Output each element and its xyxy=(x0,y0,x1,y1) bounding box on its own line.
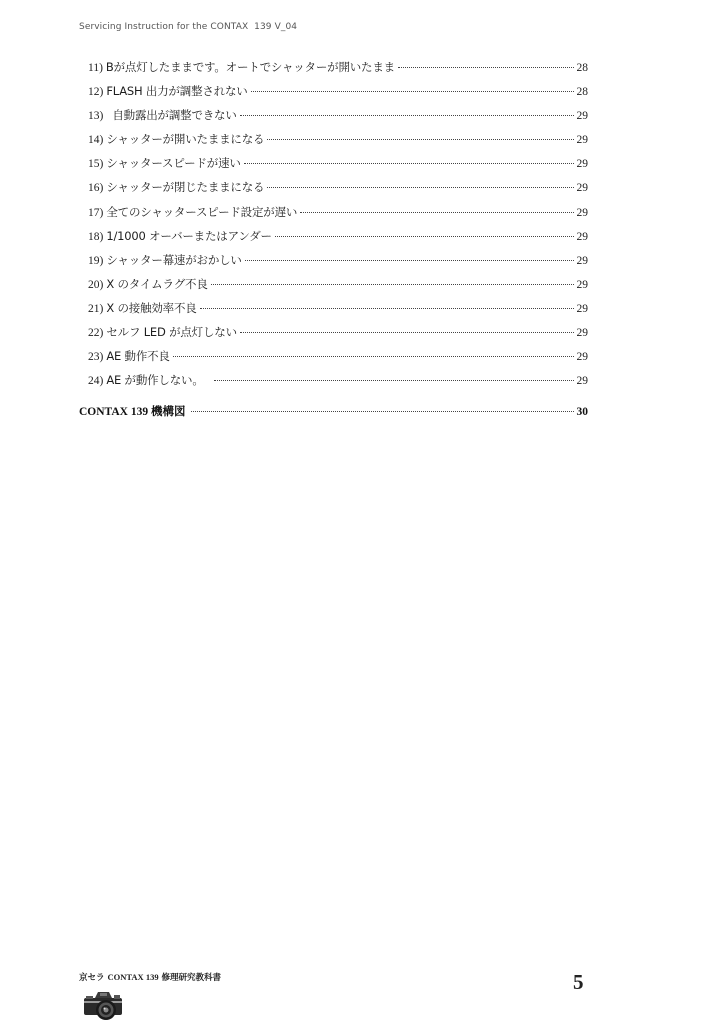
toc-entry-page: 29 xyxy=(576,303,588,315)
toc-entry-number: 24) xyxy=(88,375,104,387)
toc-entry-page: 29 xyxy=(576,110,588,122)
toc-entry-title: シャッター幕速がおかしい xyxy=(106,253,242,267)
dot-leader xyxy=(398,67,574,68)
toc-entry-title: 全てのシャッタースピード設定が遅い xyxy=(106,205,298,219)
toc-entry[interactable] xyxy=(88,83,588,101)
toc-entry-number: 15) xyxy=(88,158,104,170)
toc-entry-number: 17) xyxy=(88,207,104,219)
toc-entry-page: 29 xyxy=(576,351,588,363)
toc-entry-title: CONTAX 139 機構図 xyxy=(79,406,186,418)
footer-book-title xyxy=(79,971,221,983)
toc-entry-number: 21) xyxy=(88,303,104,315)
toc-entry-title: FLASH 出力が調整されない xyxy=(106,84,248,98)
toc-entry-page: 28 xyxy=(576,86,588,98)
toc-entry-title: シャッタースピードが速い xyxy=(106,156,241,170)
toc-entry-number: 14) xyxy=(88,134,104,146)
dot-leader xyxy=(214,380,574,381)
toc-entry-page: 29 xyxy=(576,134,588,146)
toc-entry-page: 29 xyxy=(576,279,588,291)
toc-entry-page: 29 xyxy=(576,375,588,387)
toc-entry[interactable] xyxy=(88,204,588,222)
toc-entry-title: X のタイムラグ不良 xyxy=(106,277,208,291)
toc-entry-page: 29 xyxy=(576,158,588,170)
toc-entry-title: Bが点灯したままです。オートでシャッターが開いたまま xyxy=(105,60,395,74)
toc-entry-page: 29 xyxy=(576,327,588,339)
toc-entry-title: シャッターが開いたままになる xyxy=(106,132,265,146)
toc-entry[interactable] xyxy=(88,228,588,246)
toc-entry-number: 16) xyxy=(88,182,104,194)
toc-entry-title: X の接触効率不良 xyxy=(106,301,197,315)
toc-entry[interactable] xyxy=(88,276,588,294)
footer-title-latin: CONTAX 139 xyxy=(107,972,159,982)
toc-entry-number: 18) xyxy=(88,231,104,243)
toc-entry[interactable] xyxy=(88,300,588,318)
dot-leader xyxy=(191,411,574,412)
toc-entry-title: AE 動作不良 xyxy=(106,349,170,363)
toc-entry-page: 30 xyxy=(576,406,588,418)
toc-entry[interactable] xyxy=(88,155,588,173)
toc-entry-title: AE が動作しない。 xyxy=(106,373,204,387)
toc-entry-number: 11) xyxy=(88,62,103,74)
toc-entry-title: セルフ LED が点灯しない xyxy=(106,325,237,339)
dot-leader xyxy=(200,308,574,309)
toc-entry-number: 20) xyxy=(88,279,104,291)
dot-leader xyxy=(173,356,574,357)
dot-leader xyxy=(211,284,574,285)
toc-entry[interactable] xyxy=(88,59,588,77)
dot-leader xyxy=(275,236,574,237)
toc-entry[interactable] xyxy=(88,324,588,342)
dot-leader xyxy=(245,260,574,261)
dot-leader xyxy=(244,163,574,164)
toc-entry-number: 23) xyxy=(88,351,104,363)
dot-leader xyxy=(300,212,574,213)
toc-entry[interactable] xyxy=(88,348,588,366)
page-number: 5 xyxy=(573,970,584,994)
footer-title-prefix: 京セラ xyxy=(79,973,105,983)
running-header: Servicing Instruction for the CONTAX 139 V_04 xyxy=(79,22,298,32)
toc-entry-page: 29 xyxy=(576,182,588,194)
camera-icon xyxy=(81,989,127,1021)
toc-entry[interactable] xyxy=(88,179,588,197)
toc-entry-number: 13) xyxy=(88,110,104,122)
dot-leader xyxy=(251,91,574,92)
toc-entry-number: 19) xyxy=(88,255,104,267)
dot-leader xyxy=(267,139,574,140)
toc-entry[interactable] xyxy=(88,131,588,149)
toc-entry[interactable] xyxy=(88,252,588,270)
toc-entry-number: 22) xyxy=(88,327,104,339)
toc-entry-page: 29 xyxy=(576,207,588,219)
toc-entry-title: 1/1000 オーバーまたはアンダー xyxy=(106,229,272,243)
toc-entry-page: 29 xyxy=(576,255,588,267)
dot-leader xyxy=(240,115,574,116)
footer-title-suffix: 修理研究教科書 xyxy=(161,973,222,983)
toc-entry-title: 自動露出が調整できない xyxy=(112,108,237,122)
dot-leader xyxy=(240,332,574,333)
toc-entry[interactable] xyxy=(88,372,588,390)
dot-leader xyxy=(267,187,574,188)
toc-entry-page: 29 xyxy=(576,231,588,243)
toc-entry[interactable] xyxy=(88,107,588,125)
toc-entry-number: 12) xyxy=(88,86,104,98)
toc-entry-title: シャッターが閉じたままになる xyxy=(106,180,265,194)
toc-entry-page: 28 xyxy=(576,62,588,74)
toc-main-entry[interactable] xyxy=(79,403,588,421)
